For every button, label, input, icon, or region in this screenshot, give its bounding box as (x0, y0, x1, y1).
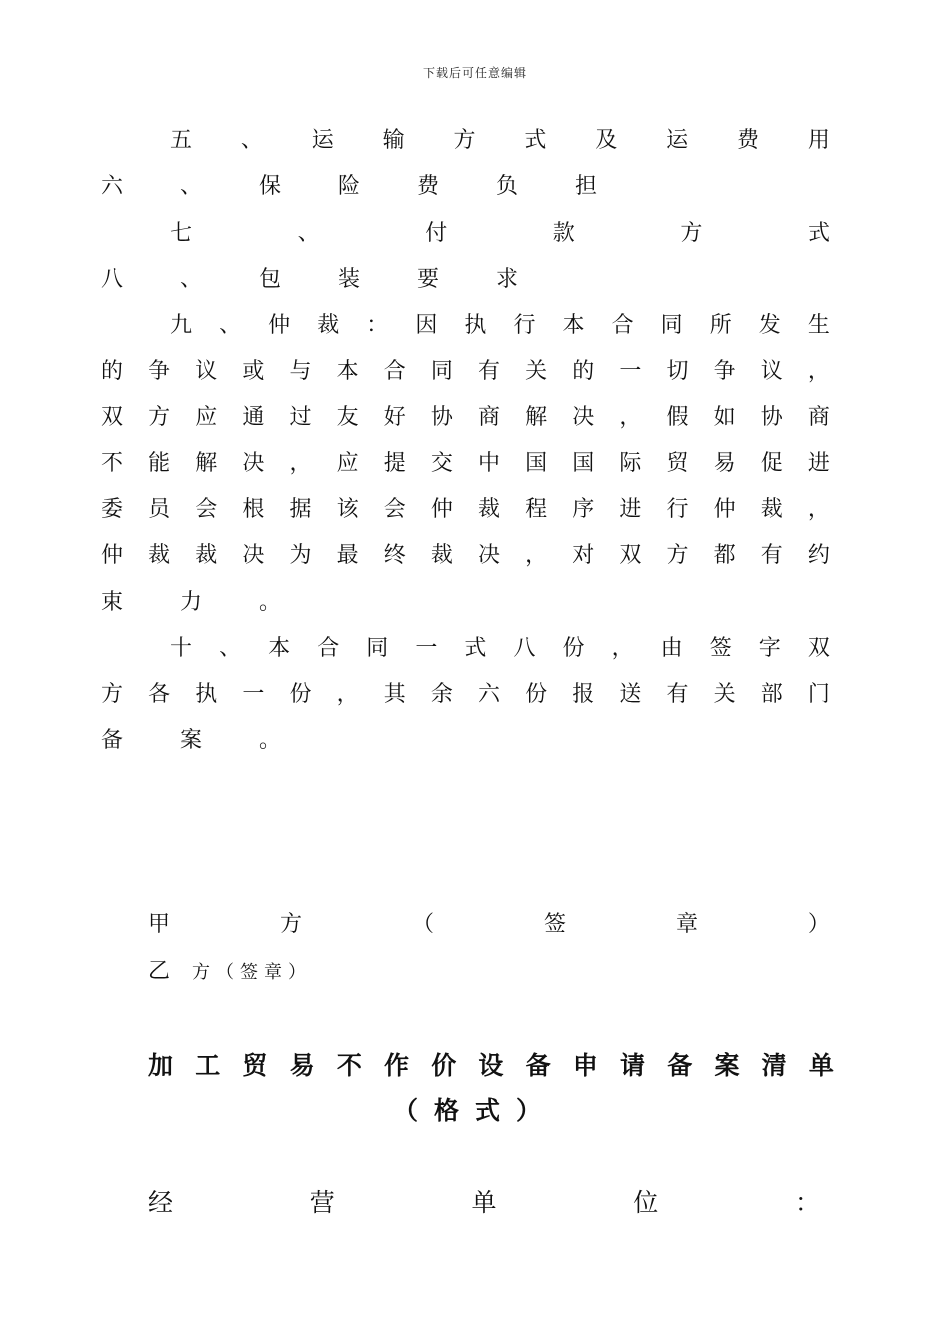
glyph: 十 (170, 636, 193, 661)
glyph: 六 (478, 682, 501, 707)
glyph: 、 (219, 313, 242, 338)
glyph: 假 (666, 405, 689, 430)
glyph: 双 (807, 636, 830, 661)
glyph: 、 (219, 636, 242, 661)
glyph: 份 (562, 636, 585, 661)
glyph: 一 (619, 359, 642, 384)
glyph: 所 (709, 313, 732, 338)
glyph: 终 (383, 543, 406, 568)
glyph: 切 (666, 359, 689, 384)
clause-line-9 (101, 495, 830, 525)
glyph: 章 (675, 912, 698, 937)
clause-line-1 (170, 126, 830, 156)
glyph: 议 (760, 359, 783, 384)
glyph: 份 (289, 682, 312, 707)
glyph: 争 (148, 359, 171, 384)
glyph: 裁 (760, 497, 783, 522)
glyph: 同 (366, 636, 389, 661)
glyph: 会 (195, 497, 218, 522)
glyph: 字 (758, 636, 781, 661)
glyph: ， (807, 497, 830, 522)
glyph: 本 (336, 359, 359, 384)
glyph: 有 (478, 359, 501, 384)
glyph: 一 (242, 682, 265, 707)
glyph: ， (619, 405, 642, 430)
operating-unit-field-label (148, 1186, 820, 1220)
glyph: 仲 (430, 497, 453, 522)
glyph: 请 (620, 1051, 646, 1080)
glyph: 双 (101, 405, 124, 430)
glyph: 、 (297, 221, 320, 246)
glyph: 运 (311, 128, 334, 153)
clause-line-10 (101, 541, 830, 571)
glyph: 工 (195, 1051, 221, 1080)
clause-line-2: 六 、 保 险 费 负 担 (101, 174, 622, 199)
glyph: 发 (758, 313, 781, 338)
party-a-signature (148, 910, 830, 940)
glyph: 过 (289, 405, 312, 430)
glyph: ） (807, 912, 830, 937)
glyph: 决 (478, 543, 501, 568)
glyph: ， (336, 682, 359, 707)
glyph: 根 (242, 497, 265, 522)
glyph: 式 (464, 636, 487, 661)
glyph: 用 (807, 128, 830, 153)
glyph: 备 (525, 1051, 551, 1080)
glyph: 商 (478, 405, 501, 430)
glyph: 都 (713, 543, 736, 568)
glyph: 送 (619, 682, 642, 707)
glyph: 方 (680, 221, 703, 246)
glyph: 费 (737, 128, 760, 153)
glyph: 裁 (478, 497, 501, 522)
glyph: 程 (525, 497, 548, 522)
party-b-rest: 方（签章） (192, 962, 313, 983)
glyph: 该 (336, 497, 359, 522)
glyph: 执 (464, 313, 487, 338)
glyph: 序 (572, 497, 595, 522)
glyph: 经 (148, 1188, 174, 1217)
glyph: 际 (619, 451, 642, 476)
glyph: 备 (667, 1051, 693, 1080)
clause-line-6 (101, 357, 830, 387)
glyph: 协 (760, 405, 783, 430)
document-title (148, 1050, 834, 1082)
glyph: 式 (524, 128, 547, 153)
glyph: 或 (242, 359, 265, 384)
glyph: 输 (382, 128, 405, 153)
clause-line-4: 八 、 包 装 要 求 (101, 267, 543, 292)
glyph: 门 (807, 682, 830, 707)
glyph: 行 (513, 313, 536, 338)
glyph: 提 (383, 451, 406, 476)
glyph: 同 (660, 313, 683, 338)
glyph: 中 (478, 451, 501, 476)
glyph: 易 (713, 451, 736, 476)
glyph: 付 (425, 221, 448, 246)
glyph: 因 (415, 313, 438, 338)
glyph: 营 (309, 1188, 335, 1217)
glyph: 协 (430, 405, 453, 430)
glyph: 位 (633, 1188, 659, 1217)
glyph: 运 (666, 128, 689, 153)
glyph: 对 (572, 543, 595, 568)
glyph: 一 (415, 636, 438, 661)
glyph: 仲 (713, 497, 736, 522)
glyph: 进 (619, 497, 642, 522)
clause-line-14: 备 案 。 (101, 728, 306, 753)
glyph: 据 (289, 497, 312, 522)
glyph: 本 (268, 636, 291, 661)
glyph: 为 (289, 543, 312, 568)
glyph: 贸 (666, 451, 689, 476)
glyph: 仲 (268, 313, 291, 338)
glyph: 执 (195, 682, 218, 707)
glyph: 不 (336, 1051, 362, 1080)
glyph: 方 (666, 543, 689, 568)
glyph: 单 (471, 1188, 497, 1217)
glyph: 委 (101, 497, 124, 522)
clause-line-5 (170, 311, 830, 341)
glyph: 余 (430, 682, 453, 707)
glyph: 方 (453, 128, 476, 153)
glyph: 应 (195, 405, 218, 430)
glyph: 国 (525, 451, 548, 476)
glyph: 价 (431, 1051, 457, 1080)
glyph: ， (807, 359, 830, 384)
glyph: 设 (478, 1051, 504, 1080)
glyph: 通 (242, 405, 265, 430)
glyph: 的 (572, 359, 595, 384)
glyph: 生 (807, 313, 830, 338)
glyph: 友 (336, 405, 359, 430)
clause-line-3 (170, 219, 830, 249)
glyph: 裁 (430, 543, 453, 568)
glyph: 五 (170, 128, 193, 153)
glyph: 加 (148, 1051, 174, 1080)
glyph: 本 (562, 313, 585, 338)
glyph: 交 (430, 451, 453, 476)
glyph: 仲 (101, 543, 124, 568)
glyph: 解 (525, 405, 548, 430)
clause-line-11: 束 力 。 (101, 590, 306, 615)
glyph: 方 (101, 682, 124, 707)
glyph: 如 (713, 405, 736, 430)
glyph: 申 (572, 1051, 598, 1080)
glyph: 员 (148, 497, 171, 522)
glyph: 议 (195, 359, 218, 384)
glyph: 各 (148, 682, 171, 707)
glyph: 清 (761, 1051, 787, 1080)
glyph: 最 (336, 543, 359, 568)
glyph: 裁 (195, 543, 218, 568)
glyph: 不 (101, 451, 124, 476)
glyph: 决 (572, 405, 595, 430)
glyph: 签 (543, 912, 566, 937)
glyph: 九 (170, 313, 193, 338)
glyph: 裁 (317, 313, 340, 338)
glyph: 好 (383, 405, 406, 430)
glyph: 八 (513, 636, 536, 661)
glyph: 案 (714, 1051, 740, 1080)
glyph: 部 (760, 682, 783, 707)
glyph: 有 (760, 543, 783, 568)
party-b-label: 乙 (148, 959, 171, 984)
glyph: 方 (148, 405, 171, 430)
glyph: 应 (336, 451, 359, 476)
glyph: 裁 (148, 543, 171, 568)
glyph: 七 (170, 221, 193, 246)
glyph: 报 (572, 682, 595, 707)
glyph: 份 (525, 682, 548, 707)
document-subtitle: （格式） (392, 1096, 557, 1125)
glyph: 关 (713, 682, 736, 707)
glyph: 式 (807, 221, 830, 246)
glyph: 能 (148, 451, 171, 476)
glyph: 商 (807, 405, 830, 430)
glyph: 会 (383, 497, 406, 522)
glyph: 国 (572, 451, 595, 476)
glyph: 、 (240, 128, 263, 153)
glyph: 决 (242, 543, 265, 568)
glyph: 行 (666, 497, 689, 522)
glyph: ， (525, 543, 548, 568)
glyph: 解 (195, 451, 218, 476)
clause-line-12 (170, 634, 830, 664)
glyph: 款 (552, 221, 575, 246)
glyph: ， (289, 451, 312, 476)
glyph: 进 (807, 451, 830, 476)
glyph: ： (794, 1188, 820, 1217)
header-note: 下载后可任意编辑 (422, 66, 527, 80)
clause-line-13 (101, 680, 830, 710)
glyph: 签 (709, 636, 732, 661)
glyph: 有 (666, 682, 689, 707)
clause-line-7 (101, 403, 830, 433)
glyph: 方 (279, 912, 302, 937)
glyph: 双 (619, 543, 642, 568)
glyph: ， (611, 636, 634, 661)
glyph: 决 (242, 451, 265, 476)
glyph: 的 (101, 359, 124, 384)
glyph: 贸 (242, 1051, 268, 1080)
glyph: 合 (611, 313, 634, 338)
glyph: （ (411, 912, 434, 937)
glyph: 及 (595, 128, 618, 153)
glyph: 争 (713, 359, 736, 384)
glyph: 与 (289, 359, 312, 384)
glyph: 甲 (148, 912, 171, 937)
glyph: 作 (384, 1051, 410, 1080)
glyph: ： (366, 313, 389, 338)
clause-line-8 (101, 449, 830, 479)
glyph: 促 (760, 451, 783, 476)
glyph: 合 (317, 636, 340, 661)
glyph: 其 (383, 682, 406, 707)
glyph: 同 (430, 359, 453, 384)
glyph: 合 (383, 359, 406, 384)
glyph: 约 (807, 543, 830, 568)
glyph: 关 (525, 359, 548, 384)
glyph: 易 (289, 1051, 315, 1080)
glyph: 由 (660, 636, 683, 661)
party-b-signature (148, 957, 830, 987)
glyph: 单 (808, 1051, 834, 1080)
